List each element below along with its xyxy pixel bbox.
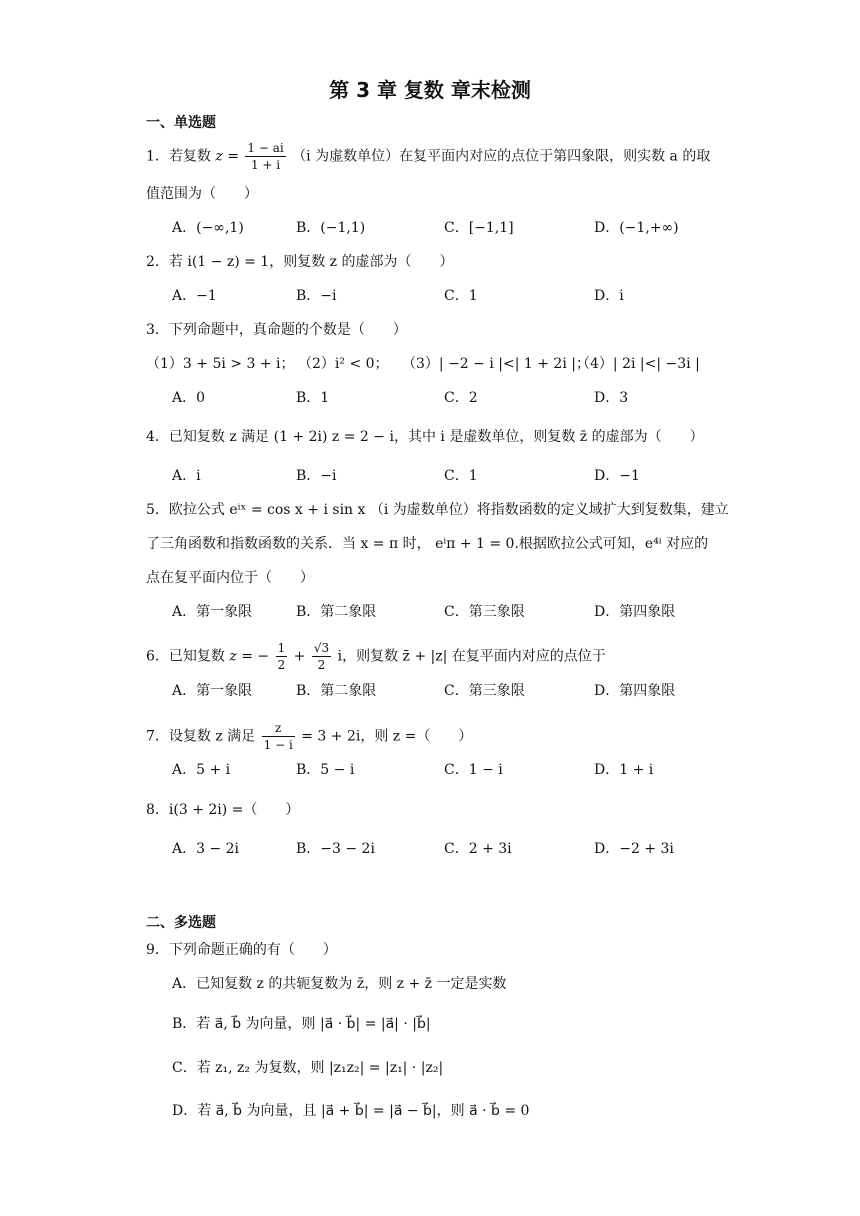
option-a[interactable]: A．第一象限 xyxy=(172,604,253,620)
option-b[interactable]: B．5 − i xyxy=(296,762,355,778)
question-7: 7．设复数 z 满足 $\frac{z}{1 - i}$ = 3 + 2i，则 z =（ ） xyxy=(146,721,473,752)
option-d[interactable]: D．第四象限 xyxy=(594,683,676,699)
section-single-choice: 一、单选题 xyxy=(146,115,216,131)
option-d[interactable]: D．1 + i xyxy=(594,762,654,778)
question-1-line2: 值范围为（ ） xyxy=(146,186,258,202)
section-multiple-choice: 二、多选题 xyxy=(146,915,216,931)
option-b[interactable]: B．(−1,1) xyxy=(296,220,366,236)
question-6: 6．已知复数 z = − $\frac{1}{2}$ + $\frac{√3}{2}$ i，则复数 z̄ + |z| 在复平面内对应的点位于 xyxy=(146,641,606,672)
question-5-line3: 点在复平面内位于（ ） xyxy=(146,570,314,586)
q3-item-3: （3）| −2 − i |<| 1 + 2i |； xyxy=(402,356,590,372)
question-3-options xyxy=(172,388,732,408)
option-a[interactable]: A．5 + i xyxy=(172,762,231,778)
question-6-options xyxy=(172,681,732,701)
q1-fraction: $\frac{1 - ai}{1 + i}$ xyxy=(247,141,284,172)
q3-item-4: （4）| 2i |<| −3i | xyxy=(576,356,700,372)
option-a[interactable]: A．3 − 2i xyxy=(172,841,240,857)
option-b[interactable]: B．−3 − 2i xyxy=(296,841,375,857)
question-5-line2: 了三角函数和指数函数的关系．当 x = π 时， eⁱπ + 1 = 0.根据欧拉公式可知，e⁴ⁱ 对应的 xyxy=(146,536,709,552)
page-title: 第 3 章 复数 章末检测 xyxy=(329,78,531,102)
question-4: 4．已知复数 z 满足 (1 + 2i) z = 2 − i，其中 i 是虚数单位，则复数 z̄ 的虚部为（ ） xyxy=(146,429,704,445)
question-5-options xyxy=(172,602,732,622)
q6-fraction-2: $\frac{√3}{2}$ xyxy=(313,641,330,672)
option-d[interactable]: D．−1 xyxy=(594,468,640,484)
option-c[interactable]: C．若 z₁, z₂ 为复数，则 |z₁z₂| = |z₁| · |z₂| xyxy=(172,1060,444,1076)
question-8-options xyxy=(172,839,732,859)
question-2-options xyxy=(172,286,732,306)
option-a[interactable]: A．0 xyxy=(172,390,206,406)
option-b[interactable]: B．−i xyxy=(296,288,337,304)
question-7-options xyxy=(172,760,732,780)
option-b[interactable]: B．1 xyxy=(296,390,330,406)
option-a[interactable]: A．已知复数 z 的共轭复数为 z̄，则 z + z̄ 一定是实数 xyxy=(172,976,507,992)
option-b[interactable]: B．第二象限 xyxy=(296,683,377,699)
option-d[interactable]: D．若 a⃗, b⃗ 为向量，且 |a⃗ + b⃗| = |a⃗ − b⃗|，则 a⃗ · b⃗ = 0 xyxy=(172,1103,530,1119)
option-c[interactable]: C．2 + 3i xyxy=(444,841,512,857)
option-d[interactable]: D．−2 + 3i xyxy=(594,841,674,857)
option-c[interactable]: C．2 xyxy=(444,390,478,406)
option-a[interactable]: A．i xyxy=(172,468,201,484)
option-c[interactable]: C．[−1,1] xyxy=(444,220,514,236)
option-b[interactable]: B．−i xyxy=(296,468,337,484)
question-3: 3．下列命题中，真命题的个数是（ ） xyxy=(146,322,407,338)
option-a[interactable]: A．−1 xyxy=(172,288,217,304)
question-4-options xyxy=(172,466,732,486)
option-c[interactable]: C．1 − i xyxy=(444,762,503,778)
option-d[interactable]: D．i xyxy=(594,288,624,304)
option-c[interactable]: C．1 xyxy=(444,468,478,484)
question-1-options xyxy=(172,218,732,238)
question-9: 9．下列命题正确的有（ ） xyxy=(146,942,337,958)
q3-item-1: （1）3 + 5i > 3 + i； xyxy=(146,356,295,372)
question-8: 8．i(3 + 2i) =（ ） xyxy=(146,802,300,818)
option-d[interactable]: D．(−1,+∞) xyxy=(594,220,679,236)
option-c[interactable]: C．1 xyxy=(444,288,478,304)
q7-fraction: $\frac{z}{1 - i}$ xyxy=(263,721,293,752)
question-1: 1．若复数 z = $\frac{1 - ai}{1 + i}$ （i 为虚数单位）在复平面内对应的点位于第四象限，则实数 a 的取 xyxy=(146,141,711,172)
question-2: 2．若 i(1 − z) = 1，则复数 z 的虚部为（ ） xyxy=(146,254,454,270)
q6-fraction-1: $\frac{1}{2}$ xyxy=(277,641,286,672)
option-b[interactable]: B．若 a⃗, b⃗ 为向量，则 |a⃗ · b⃗| = |a⃗| · |b⃗| xyxy=(172,1016,431,1032)
option-d[interactable]: D．3 xyxy=(594,390,629,406)
option-a[interactable]: A．第一象限 xyxy=(172,683,253,699)
q3-item-2: （2）i² < 0； xyxy=(298,356,389,372)
option-c[interactable]: C．第三象限 xyxy=(444,604,525,620)
option-c[interactable]: C．第三象限 xyxy=(444,683,525,699)
option-b[interactable]: B．第二象限 xyxy=(296,604,377,620)
option-d[interactable]: D．第四象限 xyxy=(594,604,676,620)
question-5-line1: 5．欧拉公式 eⁱˣ = cos x + i sin x （i 为虚数单位）将指数函数的定义域扩大到复数集，建立 xyxy=(146,502,729,518)
option-a[interactable]: A．(−∞,1) xyxy=(172,220,244,236)
